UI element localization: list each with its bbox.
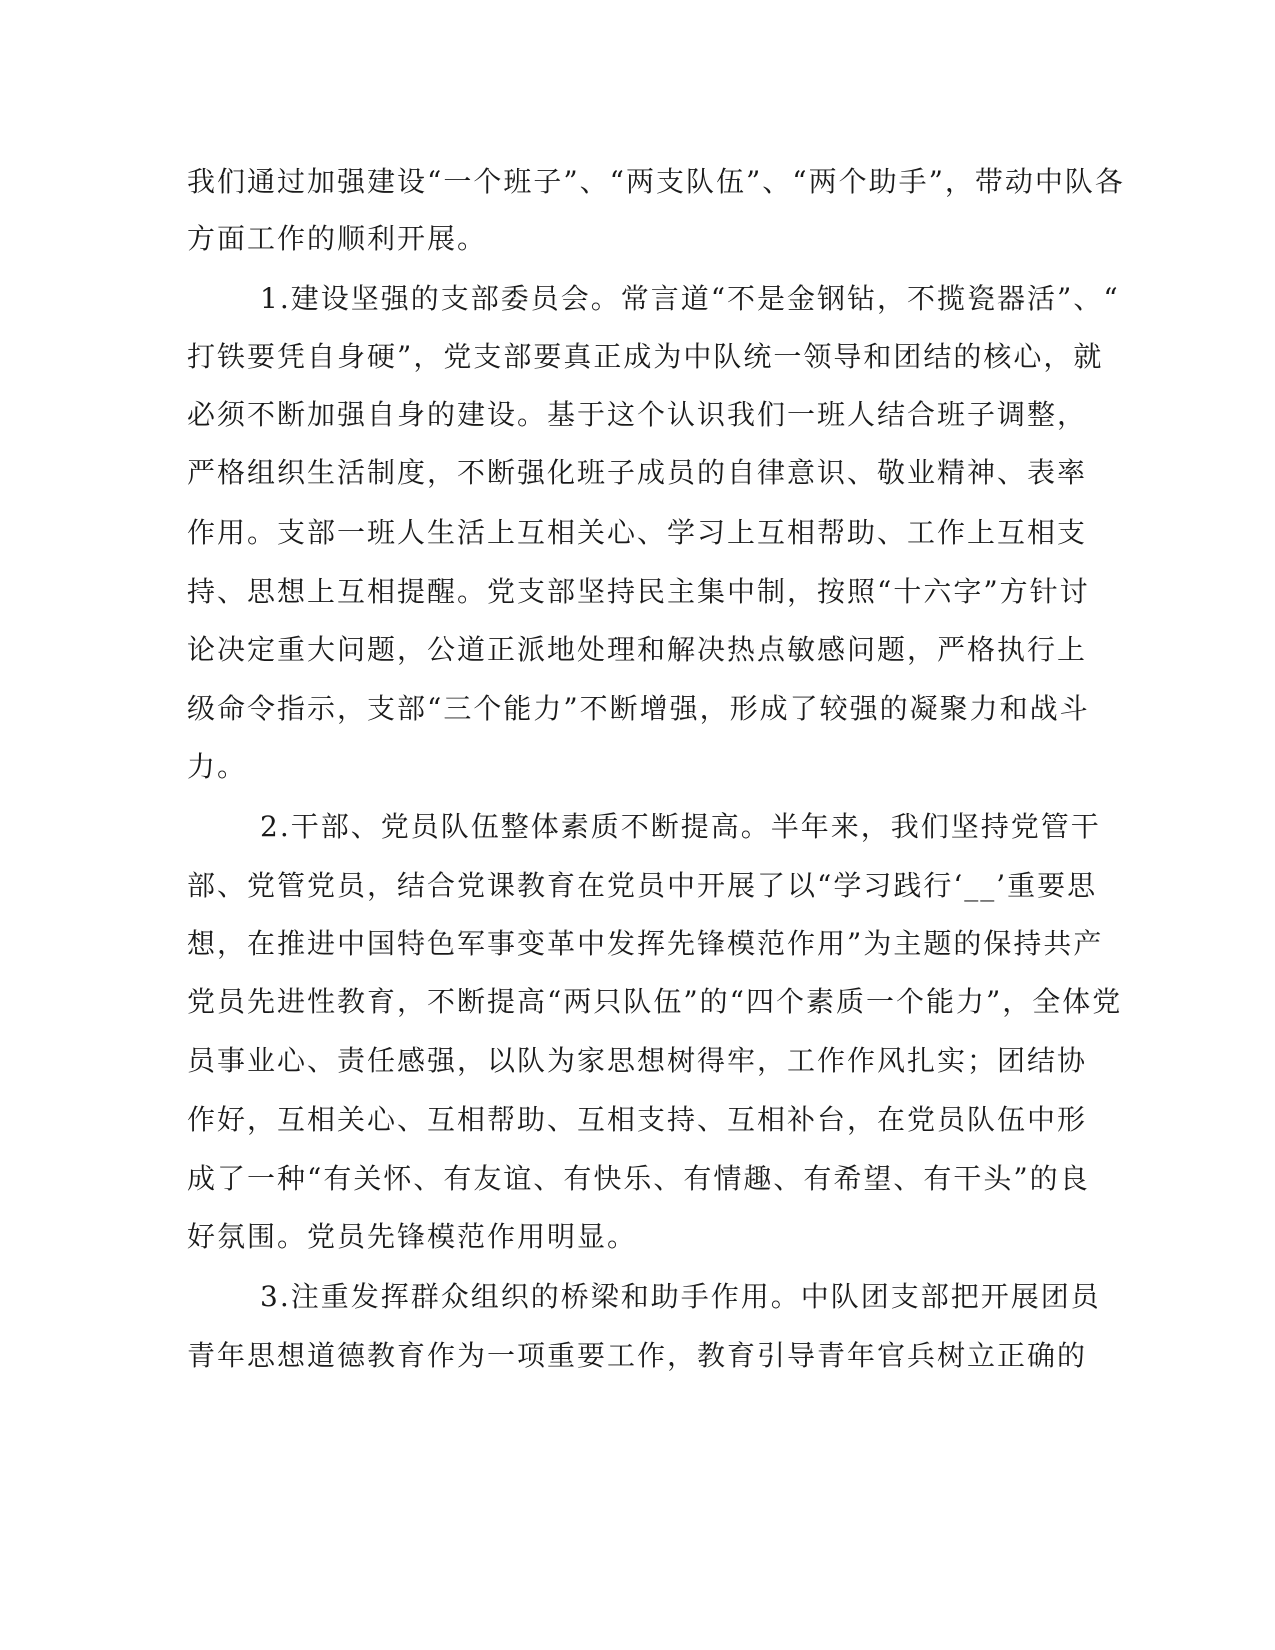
- text-line: 员事业心、责任感强，以队为家思想树得牢，工作作风扎实；团结协: [187, 1044, 1088, 1077]
- text-line: 部、党管党员，结合党课教育在党员中开展了以“学习践行‘__’重要思: [187, 869, 1098, 902]
- text-line: 持、思想上互相提醒。党支部坚持民主集中制，按照“十六字”方针讨: [187, 575, 1090, 608]
- text-line: 好氛围。党员先锋模范作用明显。: [187, 1220, 638, 1253]
- paragraph-1-start: 1.建设坚强的支部委员会。常言道“不是金钢钻，不揽瓷器活”、“: [260, 282, 1120, 315]
- text-line: 方面工作的顺利开展。: [187, 222, 488, 255]
- text-line: 严格组织生活制度，不断强化班子成员的自律意识、敬业精神、表率: [187, 456, 1088, 489]
- text-line: 想，在推进中国特色军事变革中发挥先锋模范作用”为主题的保持共产: [187, 927, 1104, 960]
- paragraph-3-start: 3.注重发挥群众组织的桥梁和助手作用。中队团支部把开展团员: [260, 1280, 1101, 1313]
- paragraph-2-start: 2.干部、党员队伍整体素质不断提高。半年来，我们坚持党管干: [260, 810, 1101, 843]
- text-line: 必须不断加强自身的建设。基于这个认识我们一班人结合班子调整，: [187, 398, 1088, 431]
- text-line: 青年思想道德教育作为一项重要工作，教育引导青年官兵树立正确的: [187, 1339, 1088, 1372]
- text-line: 力。: [187, 750, 248, 783]
- text-line: 党员先进性教育，不断提高“两只队伍”的“四个素质一个能力”，全体党: [187, 985, 1123, 1018]
- text-line: 我们通过加强建设“一个班子”、“两支队伍”、“两个助手”，带动中队各: [187, 165, 1125, 198]
- text-line: 成了一种“有关怀、有友谊、有快乐、有情趣、有希望、有干头”的良: [187, 1162, 1090, 1195]
- text-line: 打铁要凭自身硬”，党支部要真正成为中队统一领导和团结的核心，就: [187, 340, 1104, 373]
- text-line: 作用。支部一班人生活上互相关心、学习上互相帮助、工作上互相支: [187, 516, 1088, 549]
- text-line: 作好，互相关心、互相帮助、互相支持、互相补台，在党员队伍中形: [187, 1103, 1088, 1136]
- text-line: 论决定重大问题，公道正派地处理和解决热点敏感问题，严格执行上: [187, 633, 1088, 666]
- text-line: 级命令指示，支部“三个能力”不断增强，形成了较强的凝聚力和战斗: [187, 692, 1090, 725]
